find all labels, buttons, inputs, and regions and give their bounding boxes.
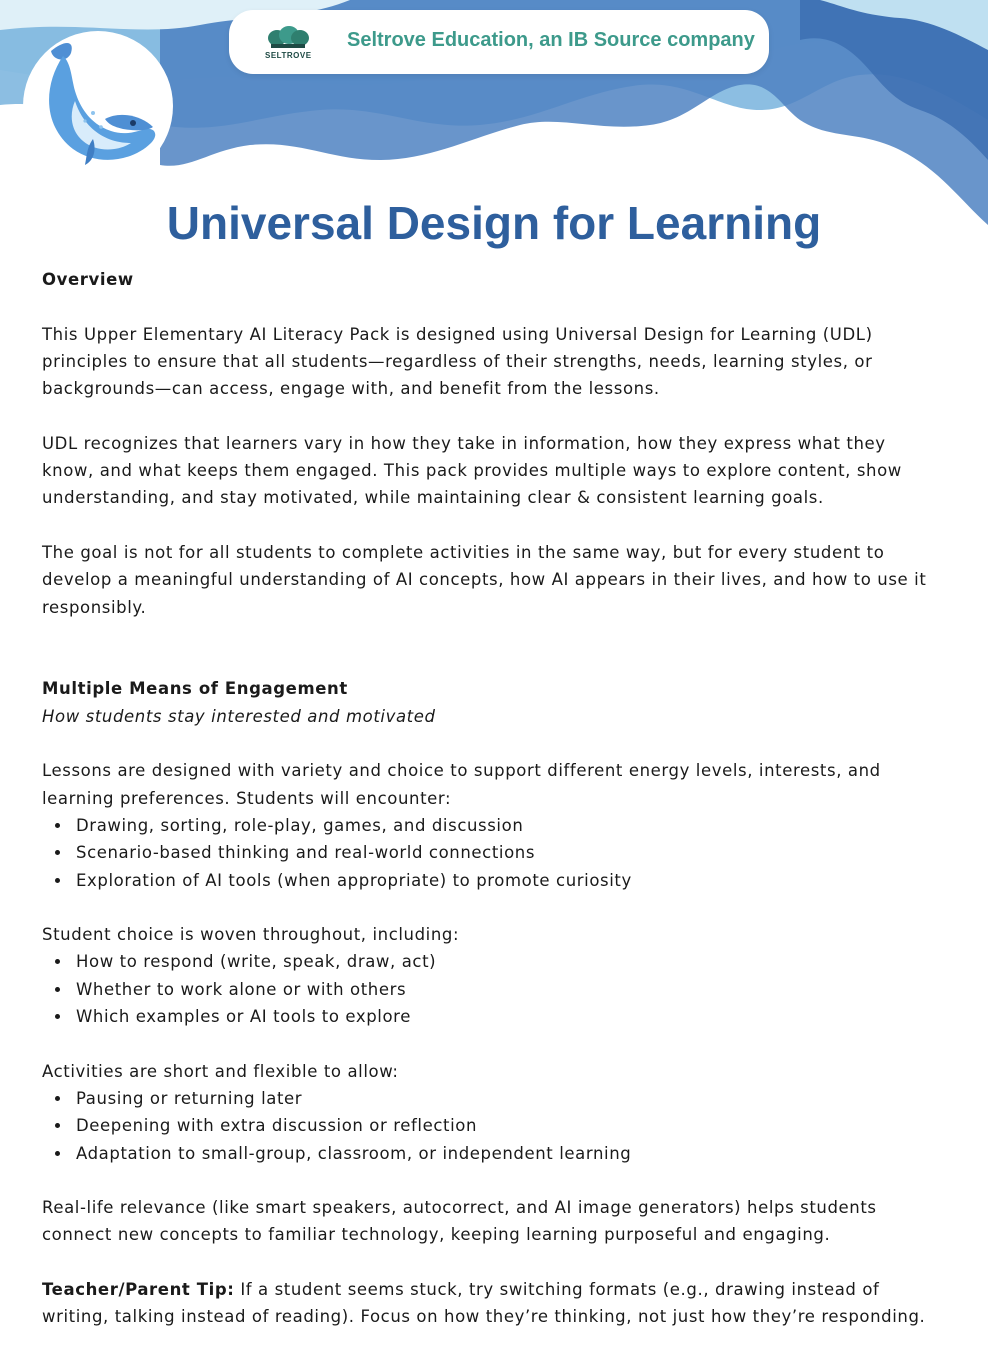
- list-item: Scenario-based thinking and real-world connections: [42, 839, 942, 866]
- overview-paragraph: The goal is not for all students to complete activities in the same way, but for every student to develop a meaningful understanding of AI concepts, how AI appears in their lives, and how to use it responsibly.: [42, 542, 927, 617]
- tip-paragraph: [42, 1276, 942, 1331]
- relevance-paragraph: Real-life relevance (like smart speakers, autocorrect, and AI image generators) helps students connect new concepts to familiar technology, keeping learning purposeful and engaging.: [42, 1198, 877, 1245]
- seltrove-logo: [265, 22, 311, 62]
- list-item: Which examples or AI tools to explore: [42, 1003, 942, 1030]
- page-title: Universal Design for Learning: [166, 197, 822, 249]
- list-item: Deepening with extra discussion or reflection: [42, 1112, 942, 1139]
- brand-banner: [229, 10, 769, 74]
- bullet-list: [42, 812, 942, 894]
- list-item: Exploration of AI tools (when appropriate) to promote curiosity: [42, 867, 942, 894]
- overview-paragraph: UDL recognizes that learners vary in how they take in information, how they express what they know, and what keeps them engaged. This pack provides multiple ways to explore content, show understanding, and stay motivated, while maintaining clear & consistent learning goals.: [42, 433, 902, 508]
- engagement-subtitle: How students stay interested and motivated: [42, 706, 436, 726]
- list-item: Pausing or returning later: [42, 1085, 942, 1112]
- overview-heading: Overview: [42, 270, 134, 289]
- bullet-list: [42, 948, 942, 1030]
- engagement-intro: Student choice is woven throughout, including:: [42, 925, 460, 945]
- overview-paragraph: This Upper Elementary AI Literacy Pack is designed using Universal Design for Learning (UDL) principles to ensure that all students—regardless of their strengths, needs, learning styles, or backgrounds—can access, engage with, and benefit from the lessons.: [42, 324, 873, 399]
- list-item: Whether to work alone or with others: [42, 976, 942, 1003]
- tip-text: If a student seems stuck, try switching formats (e.g., drawing instead of writing, talking instead of reading). Focus on how they’re thinking, not just how they’re responding.: [42, 1279, 926, 1327]
- engagement-intro: Activities are short and flexible to allow:: [42, 1061, 399, 1081]
- list-item: Drawing, sorting, role-play, games, and discussion: [42, 812, 942, 839]
- tip-label: Teacher/Parent Tip:: [42, 1279, 235, 1299]
- engagement-heading: Multiple Means of Engagement: [42, 679, 348, 699]
- document-body: [42, 266, 942, 1331]
- list-item: Adaptation to small-group, classroom, or independent learning: [42, 1140, 942, 1167]
- logo-wordmark: SELTROVE: [265, 51, 312, 60]
- bullet-list: [42, 1085, 942, 1167]
- list-item: How to respond (write, speak, draw, act): [42, 948, 942, 975]
- dolphin-illustration: [23, 31, 173, 181]
- brand-name: Seltrove Education, an IB Source company: [347, 29, 755, 51]
- engagement-intro: Lessons are designed with variety and choice to support different energy levels, interests, and learning preferences. Students will encounter:: [42, 761, 881, 808]
